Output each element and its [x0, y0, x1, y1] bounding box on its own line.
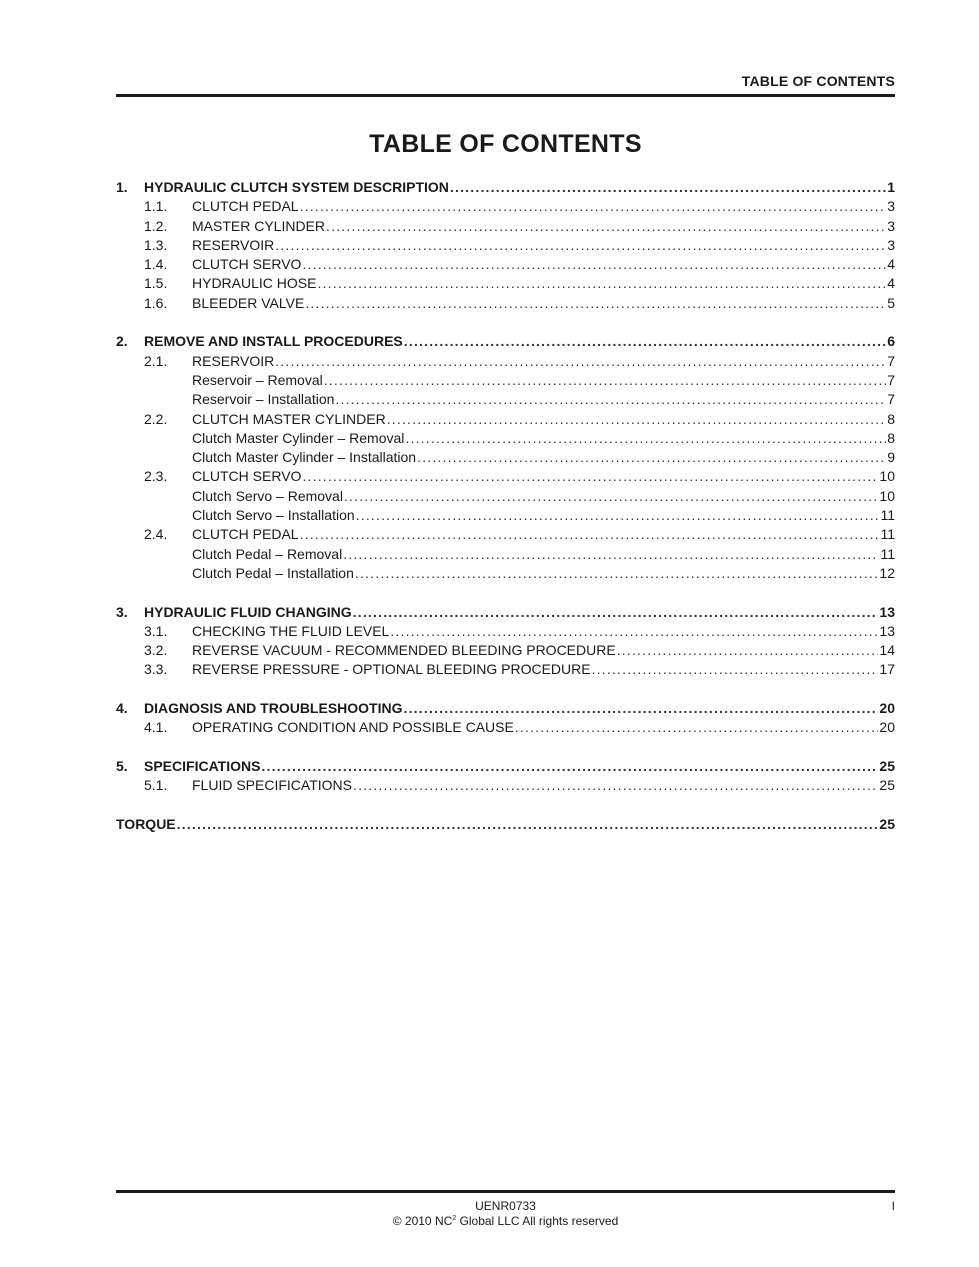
toc-entry-page: 20 [879, 700, 895, 717]
dot-leader [275, 352, 886, 371]
toc-entry-page: 7 [887, 391, 895, 408]
spacer [116, 313, 895, 332]
toc-entry-number: 1.5. [144, 275, 168, 292]
toc-entry-page: 3 [887, 217, 895, 234]
toc-entry-page: 9 [887, 449, 895, 466]
toc-entry-2-3[interactable] [116, 467, 895, 486]
toc-entry-title: MASTER CYLINDER [192, 217, 326, 234]
toc-entry-number: 4.1. [144, 719, 168, 736]
toc-entry-title: Clutch Servo – Installation [192, 507, 355, 524]
toc-entry-number: 4. [116, 700, 128, 717]
toc-entry-title: CLUTCH PEDAL [192, 526, 299, 543]
running-header: TABLE OF CONTENTS [741, 73, 895, 89]
toc-entry-clutch-pedal-installation[interactable] [116, 564, 895, 583]
toc-entry-title: HYDRAULIC HOSE [192, 275, 317, 292]
dot-leader [344, 487, 878, 506]
dot-leader [300, 525, 880, 544]
toc-entry-number: 1.6. [144, 294, 168, 311]
dot-leader [343, 545, 879, 564]
dot-leader [404, 332, 886, 351]
toc-entry-title: Clutch Master Cylinder – Removal [192, 429, 405, 446]
toc-entry-number: 5.1. [144, 777, 168, 794]
toc-entry-page: 1 [887, 179, 895, 195]
toc-entry-page: 17 [879, 661, 895, 678]
toc-entry-number: 3.2. [144, 642, 168, 659]
toc-entry-number: 2.2. [144, 410, 168, 427]
dot-leader [356, 506, 880, 525]
dot-leader [417, 448, 886, 467]
toc-entry-page: 3 [887, 198, 895, 215]
toc-entry-title: CLUTCH PEDAL [192, 198, 299, 215]
header-rule [116, 94, 895, 97]
dot-leader [355, 564, 879, 583]
toc-entry-title: FLUID SPECIFICATIONS [192, 777, 352, 794]
toc-entry-page: 10 [879, 487, 895, 504]
toc-entry-page: 6 [887, 333, 895, 350]
spacer [116, 680, 895, 699]
toc-entry-number: 1.4. [144, 256, 168, 273]
toc-entry-clutch-servo-removal[interactable] [116, 487, 895, 506]
toc-entry-page: 25 [879, 777, 895, 794]
toc-entry-page: 8 [887, 429, 895, 446]
toc-entry-title: Clutch Servo – Removal [192, 487, 343, 504]
document-code: UENR0733 [475, 1199, 536, 1213]
toc-entry-page: 12 [879, 564, 895, 581]
toc-entry-1-3[interactable] [116, 236, 895, 255]
toc-entry-title: SPECIFICATIONS [144, 757, 261, 774]
dot-leader [261, 757, 878, 776]
copyright-notice [116, 1214, 895, 1228]
toc-entry-page: 13 [879, 603, 895, 620]
dot-leader [450, 178, 886, 197]
dot-leader [617, 641, 879, 660]
dot-leader [353, 776, 878, 795]
dot-leader [275, 236, 886, 255]
page-number: I [891, 1199, 895, 1213]
toc-entry-clutch-servo-installation[interactable] [116, 506, 895, 525]
dot-leader [405, 429, 886, 448]
dot-leader [353, 603, 879, 622]
dot-leader [335, 390, 886, 409]
toc-entry-chapter-3[interactable] [116, 603, 895, 622]
toc-entry-number: 1. [116, 179, 128, 195]
toc-entry-2-2[interactable] [116, 410, 895, 429]
toc-entry-page: 13 [879, 622, 895, 639]
toc-entry-chapter-4[interactable] [116, 699, 895, 718]
spacer [116, 796, 895, 815]
toc-entry-title: HYDRAULIC FLUID CHANGING [144, 603, 352, 620]
toc-entry-page: 7 [887, 352, 895, 369]
table-of-contents [116, 178, 895, 834]
toc-entry-number: 2. [116, 333, 128, 350]
toc-entry-title: CLUTCH SERVO [192, 256, 302, 273]
toc-entry-page: 25 [879, 757, 895, 774]
spacer [116, 738, 895, 757]
dot-leader [404, 699, 879, 718]
toc-entry-5-1[interactable] [116, 776, 895, 795]
toc-entry-title: RESERVOIR [192, 236, 275, 253]
toc-entry-page: 10 [879, 468, 895, 485]
toc-entry-torque[interactable] [116, 815, 895, 834]
toc-entry-chapter-2[interactable] [116, 332, 895, 351]
toc-entry-4-1[interactable] [116, 718, 895, 737]
spacer [116, 583, 895, 602]
toc-entry-title: Clutch Pedal – Removal [192, 545, 343, 562]
toc-entry-page: 14 [879, 642, 895, 659]
dot-leader [592, 660, 879, 679]
toc-entry-title: Reservoir – Removal [192, 371, 323, 388]
toc-entry-page: 7 [887, 371, 895, 388]
toc-entry-page: 3 [887, 236, 895, 253]
toc-entry-title: HYDRAULIC CLUTCH SYSTEM DESCRIPTION [144, 179, 449, 195]
toc-entry-title: Clutch Pedal – Installation [192, 564, 354, 581]
toc-entry-1-6[interactable] [116, 294, 895, 313]
toc-entry-page: 25 [879, 815, 895, 832]
toc-entry-page: 20 [879, 719, 895, 736]
dot-leader [317, 274, 886, 293]
toc-entry-page: 11 [880, 545, 895, 562]
toc-entry-3-2[interactable] [116, 641, 895, 660]
toc-entry-number: 1.1. [144, 198, 168, 215]
toc-entry-number: 2.4. [144, 526, 168, 543]
copyright-superscript: 2 [452, 1215, 457, 1222]
toc-entry-master-cylinder-removal[interactable] [116, 429, 895, 448]
toc-entry-title: REVERSE VACUUM - RECOMMENDED BLEEDING PROCEDURE [192, 642, 616, 659]
toc-entry-title: Clutch Master Cylinder – Installation [192, 449, 417, 466]
toc-entry-title: BLEEDER VALVE [192, 294, 305, 311]
toc-entry-2-1[interactable] [116, 352, 895, 371]
footer-rule [116, 1190, 895, 1193]
toc-entry-1-1[interactable] [116, 197, 895, 216]
toc-entry-number: 1.3. [144, 236, 168, 253]
toc-entry-1-4[interactable] [116, 255, 895, 274]
toc-entry-3-1[interactable] [116, 622, 895, 641]
dot-leader [326, 217, 886, 236]
copyright-prefix: © 2010 NC [392, 1214, 453, 1228]
toc-entry-page: 11 [880, 507, 895, 524]
dot-leader [515, 718, 879, 737]
toc-entry-title: CLUTCH SERVO [192, 468, 302, 485]
toc-entry-title: DIAGNOSIS AND TROUBLESHOOTING [144, 700, 403, 717]
toc-entry-chapter-5[interactable] [116, 757, 895, 776]
toc-entry-chapter-1[interactable] [116, 178, 895, 197]
toc-entry-2-4[interactable] [116, 525, 895, 544]
dot-leader [387, 410, 887, 429]
dot-leader [390, 622, 878, 641]
toc-entry-title: RESERVOIR [192, 352, 275, 369]
copyright-suffix: Global LLC All rights reserved [456, 1214, 619, 1228]
toc-entry-title: OPERATING CONDITION AND POSSIBLE CAUSE [192, 719, 514, 736]
page-title: TABLE OF CONTENTS [369, 130, 642, 158]
toc-entry-title: CLUTCH MASTER CYLINDER [192, 410, 386, 427]
dot-leader [177, 815, 879, 834]
toc-entry-title: Reservoir – Installation [192, 391, 335, 408]
toc-entry-number: 5. [116, 757, 128, 774]
dot-leader [324, 371, 886, 390]
toc-entry-title: REVERSE PRESSURE - OPTIONAL BLEEDING PROCEDURE [192, 661, 591, 678]
toc-entry-clutch-pedal-removal[interactable] [116, 545, 895, 564]
dot-leader [305, 294, 886, 313]
toc-entry-reservoir-installation[interactable] [116, 390, 895, 409]
toc-entry-page: 4 [887, 275, 895, 292]
toc-entry-title: TORQUE [116, 815, 176, 832]
toc-entry-reservoir-removal[interactable] [116, 371, 895, 390]
toc-entry-1-2[interactable] [116, 217, 895, 236]
toc-entry-title: REMOVE AND INSTALL PROCEDURES [144, 333, 403, 350]
dot-leader [302, 255, 886, 274]
toc-entry-1-5[interactable] [116, 274, 895, 293]
toc-entry-number: 2.1. [144, 352, 168, 369]
toc-entry-page: 8 [887, 410, 895, 427]
toc-entry-title: CHECKING THE FLUID LEVEL [192, 622, 390, 639]
toc-entry-number: 3.3. [144, 661, 168, 678]
toc-entry-3-3[interactable] [116, 660, 895, 679]
toc-entry-master-cylinder-installation[interactable] [116, 448, 895, 467]
toc-entry-number: 2.3. [144, 468, 168, 485]
toc-entry-number: 1.2. [144, 217, 168, 234]
dot-leader [300, 197, 887, 216]
toc-entry-page: 4 [887, 256, 895, 273]
toc-entry-page: 11 [880, 526, 895, 543]
dot-leader [302, 467, 878, 486]
toc-entry-number: 3. [116, 603, 128, 620]
toc-entry-page: 5 [887, 294, 895, 311]
toc-entry-number: 3.1. [144, 622, 168, 639]
